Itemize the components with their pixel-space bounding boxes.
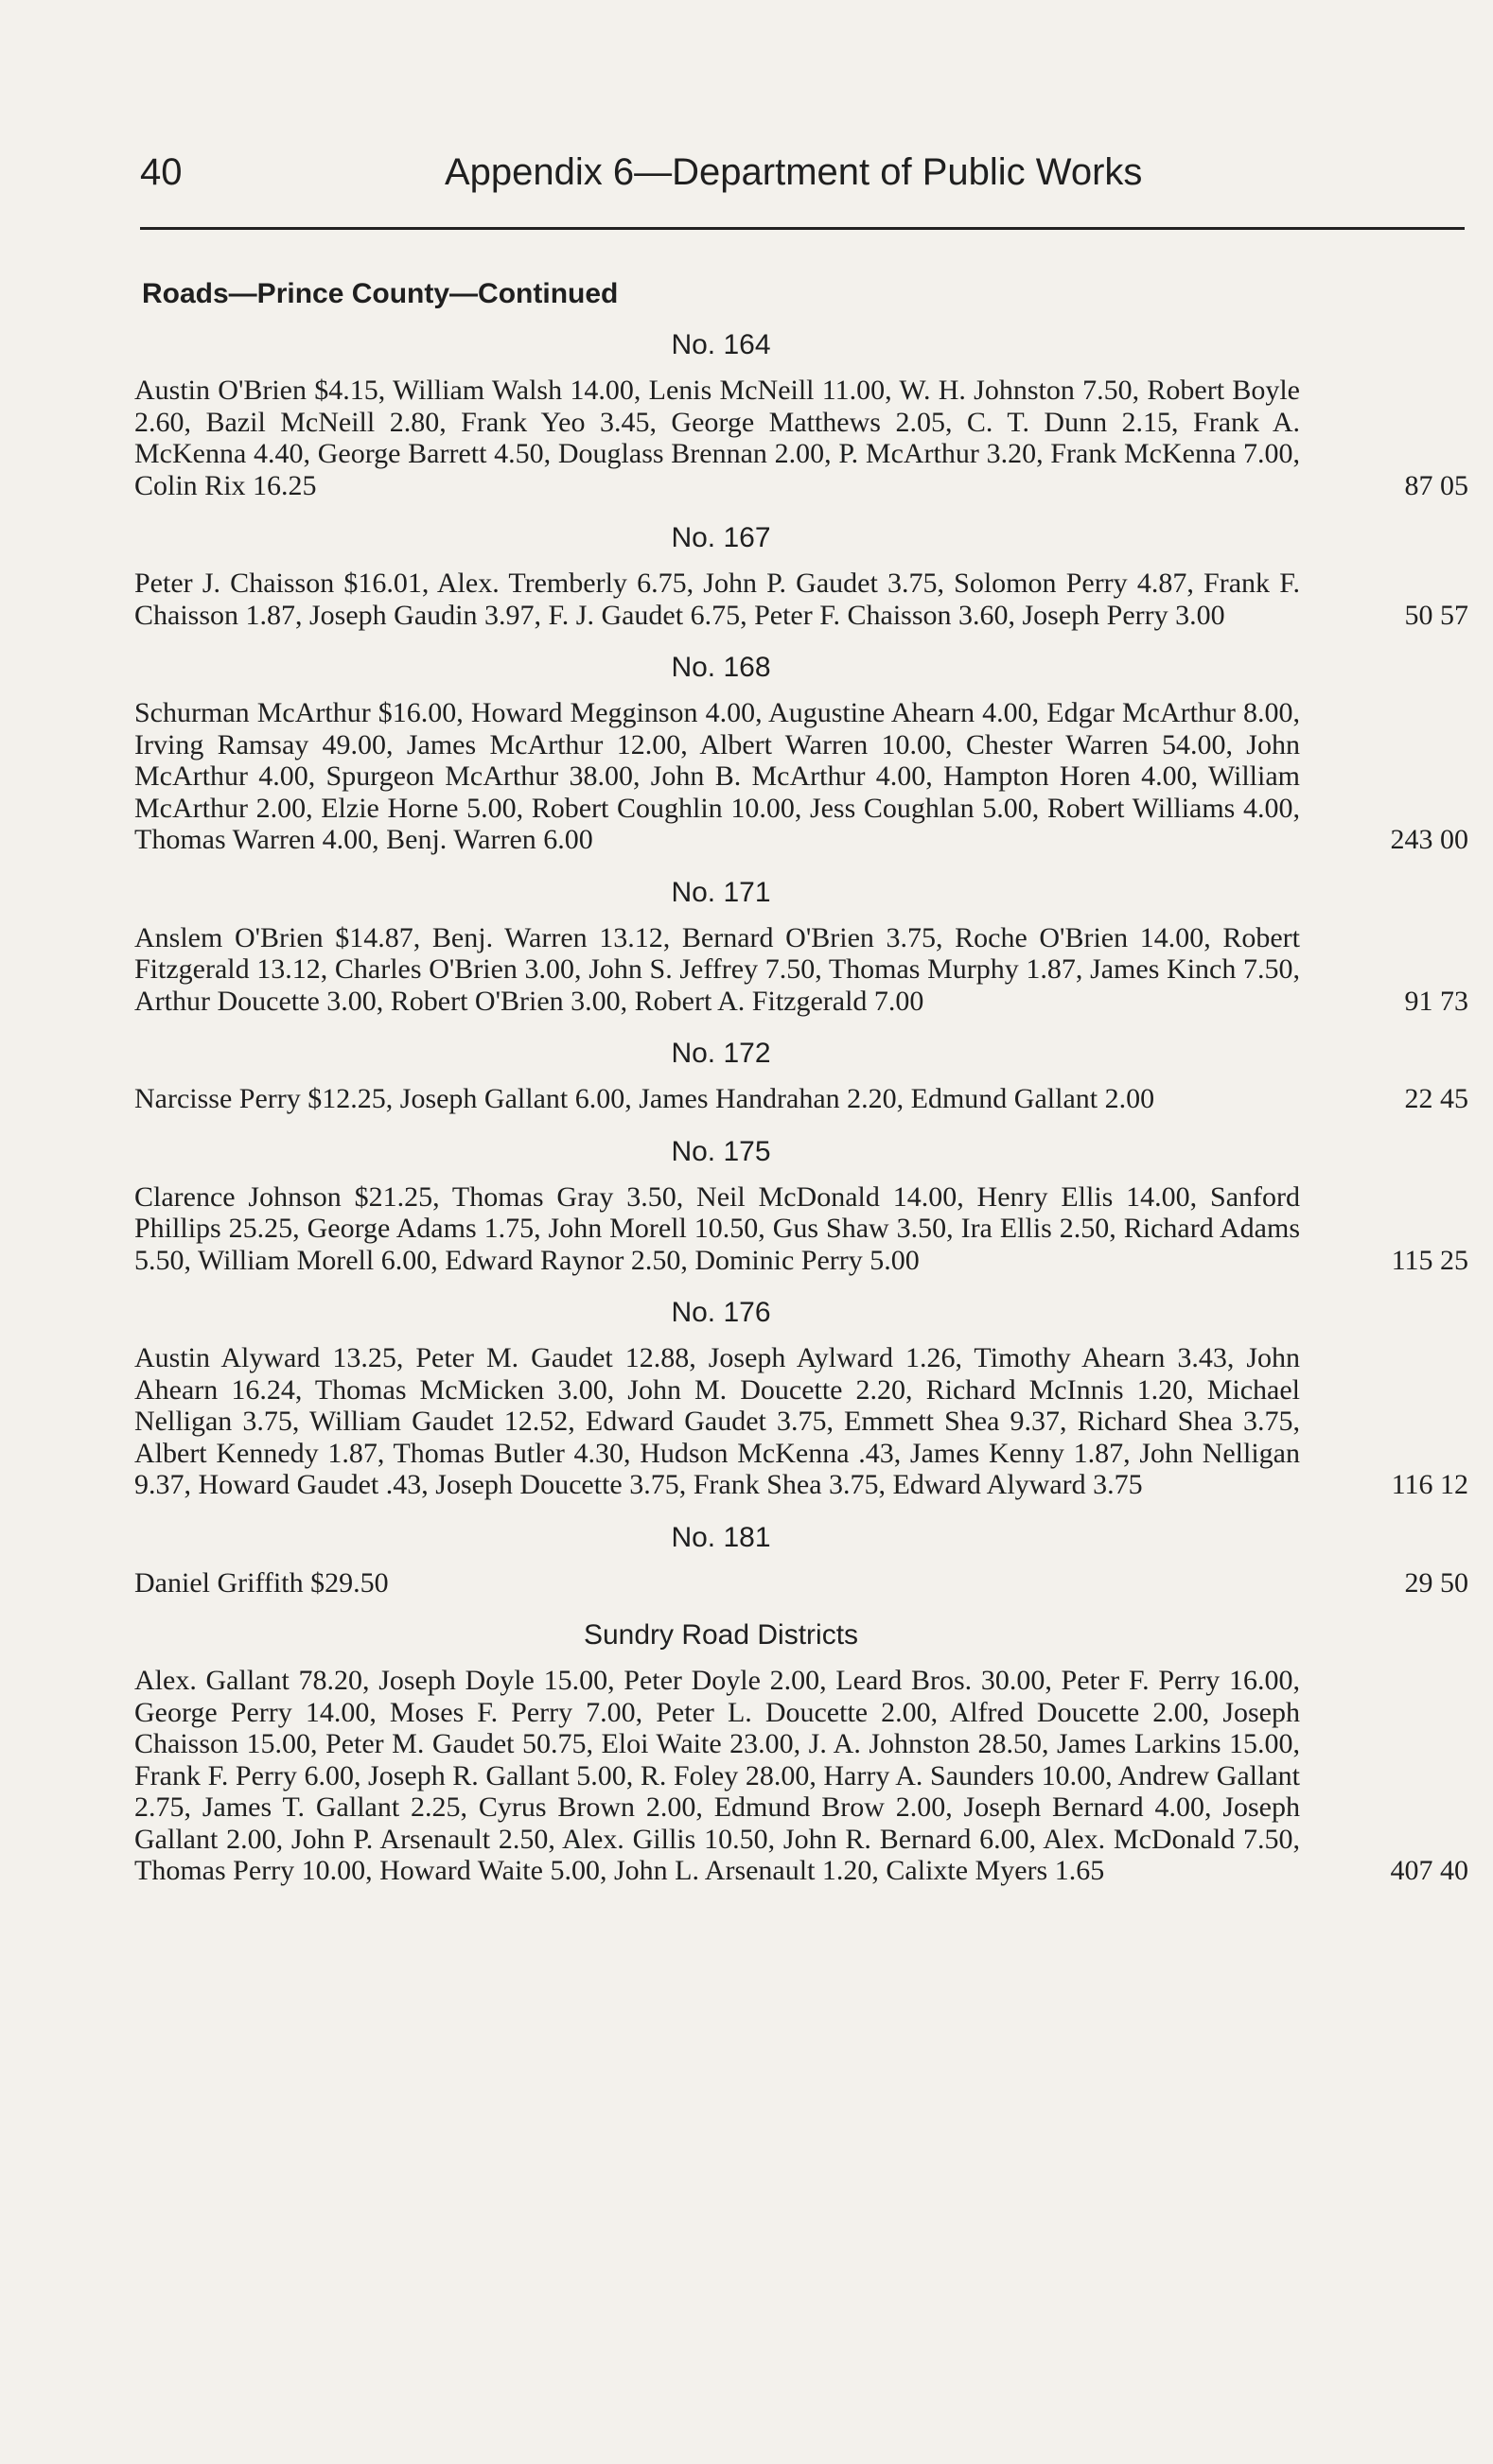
entry-number: No. 172 <box>671 1038 771 1069</box>
entry-text: Schurman McArthur $16.00, Howard Megginson 4.00, Augustine Ahearn 4.00, Edgar McArthur 8.00, Irving Ramsay 49.00, James McArthur 12.00, Albert Warren 10.00, Chester Warren 54.00, John McArthur 4.00, Spurgeon McArthur 38.00, John B. McArthur 4.00, Hampton Horen 4.00, William McArthur 2.00, Elzie Horne 5.00, Robert Coughlin 10.00, Jess Coughlan 5.00, Robert Williams 4.00, Thomas Warren 4.00, Benj. Warren 6.00 <box>134 697 1300 855</box>
entry-text: Alex. Gallant 78.20, Joseph Doyle 15.00, Peter Doyle 2.00, Leard Bros. 30.00, Peter F. Perry 16.00, George Perry 14.00, Moses F. Perry 7.00, Peter L. Doucette 2.00, Alfred Doucette 2.00, Joseph Chaisson 15.00, Peter M. Gaudet 50.75, Eloi Waite 23.00, J. A. Johnston 28.50, James Larkins 15.00, Frank F. Perry 6.00, Joseph R. Gallant 5.00, R. Foley 28.00, Harry A. Saunders 10.00, Andrew Gallant 2.75, James T. Gallant 2.25, Cyrus Brown 2.00, Edmund Brow 2.00, Joseph Bernard 4.00, Joseph Gallant 2.00, John P. Arsenault 2.50, Alex. Gillis 10.50, John R. Bernard 6.00, Alex. McDonald 7.50, Thomas Perry 10.00, Howard Waite 5.00, John L. Arsenault 1.20, Calixte Myers 1.65 <box>134 1665 1300 1886</box>
section-heading: Roads—Prince County—Continued <box>142 278 619 309</box>
entry-number: No. 181 <box>671 1521 771 1553</box>
entry-164 <box>134 329 1468 501</box>
entry-body <box>134 697 1468 856</box>
entry-number: No. 175 <box>671 1135 771 1167</box>
header-rule <box>140 227 1465 230</box>
page-number: 40 <box>140 151 183 193</box>
entry-body <box>134 1181 1468 1277</box>
entry-amount: 115 25 <box>1391 1244 1468 1276</box>
page-header <box>140 151 1465 208</box>
entry-body <box>134 1665 1468 1887</box>
entry-171 <box>134 877 1468 1018</box>
entry-body <box>134 1567 1468 1599</box>
entry-amount: 407 40 <box>1390 1855 1468 1886</box>
page-content <box>134 265 1468 1908</box>
entry-amount: 50 57 <box>1404 599 1468 631</box>
entry-body <box>134 1083 1468 1115</box>
entry-text: Austin O'Brien $4.15, William Walsh 14.00, Lenis McNeill 11.00, W. H. Johnston 7.50, Robert Boyle 2.60, Bazil McNeill 2.80, Frank Yeo 3.45, George Matthews 2.05, C. T. Dunn 2.15, Frank A. McKenna 4.40, George Barrett 4.50, Douglass Brennan 2.00, P. McArthur 3.20, Frank McKenna 7.00, Colin Rix 16.25 <box>134 375 1300 501</box>
entry-number: No. 164 <box>671 329 771 360</box>
entry-body <box>134 1342 1468 1501</box>
entry-181 <box>134 1522 1468 1599</box>
entry-text: Anslem O'Brien $14.87, Benj. Warren 13.12, Bernard O'Brien 3.75, Roche O'Brien 14.00, Robert Fitzgerald 13.12, Charles O'Brien 3.00, John S. Jeffrey 7.50, Thomas Murphy 1.87, James Kinch 7.50, Arthur Doucette 3.00, Robert O'Brien 3.00, Robert A. Fitzgerald 7.00 <box>134 921 1300 1017</box>
entry-amount: 29 50 <box>1404 1566 1468 1599</box>
entry-167 <box>134 522 1468 631</box>
entry-number: No. 168 <box>671 652 771 683</box>
entry-amount: 116 12 <box>1391 1469 1468 1500</box>
entry-sundry-road-districts <box>134 1619 1468 1887</box>
entry-text: Daniel Griffith $29.50 <box>134 1566 389 1599</box>
entry-amount: 87 05 <box>1404 469 1468 501</box>
entry-168 <box>134 652 1468 856</box>
entry-175 <box>134 1136 1468 1277</box>
entry-number: No. 176 <box>671 1297 771 1328</box>
entry-number: No. 171 <box>671 876 771 908</box>
entry-text: Austin Alyward 13.25, Peter M. Gaudet 12.88, Joseph Aylward 1.26, Timothy Ahearn 3.43, John Ahearn 16.24, Thomas McMicken 3.00, John M. Doucette 2.20, Richard McInnis 1.20, Michael Nelligan 3.75, William Gaudet 12.52, Edward Gaudet 3.75, Emmett Shea 9.37, Richard Shea 3.75, Albert Kennedy 1.87, Thomas Butler 4.30, Hudson McKenna .43, James Kenny 1.87, John Nelligan 9.37, Howard Gaudet .43, Joseph Doucette 3.75, Frank Shea 3.75, Edward Alyward 3.75 <box>134 1342 1300 1500</box>
entry-172 <box>134 1038 1468 1115</box>
entry-heading: Sundry Road Districts <box>583 1619 859 1651</box>
entry-body <box>134 568 1468 631</box>
page-title: Appendix 6—Department of Public Works <box>445 151 1143 193</box>
entry-amount: 22 45 <box>1404 1083 1468 1114</box>
entry-text: Narcisse Perry $12.25, Joseph Gallant 6.00, James Handrahan 2.20, Edmund Gallant 2.00 <box>134 1083 1155 1114</box>
entry-body <box>134 375 1468 501</box>
entry-amount: 243 00 <box>1390 824 1468 855</box>
entry-176 <box>134 1297 1468 1501</box>
entry-text: Peter J. Chaisson $16.01, Alex. Tremberly 6.75, John P. Gaudet 3.75, Solomon Perry 4.87, Frank F. Chaisson 1.87, Joseph Gaudin 3.97, F. J. Gaudet 6.75, Peter F. Chaisson 3.60, Joseph Perry 3.00 <box>134 568 1300 631</box>
entry-amount: 91 73 <box>1404 985 1468 1017</box>
entry-number: No. 167 <box>671 522 771 553</box>
entry-text: Clarence Johnson $21.25, Thomas Gray 3.50, Neil McDonald 14.00, Henry Ellis 14.00, Sanford Phillips 25.25, George Adams 1.75, John Morell 10.50, Gus Shaw 3.50, Ira Ellis 2.50, Richard Adams 5.50, William Morell 6.00, Edward Raynor 2.50, Dominic Perry 5.00 <box>134 1180 1300 1276</box>
entry-body <box>134 922 1468 1018</box>
